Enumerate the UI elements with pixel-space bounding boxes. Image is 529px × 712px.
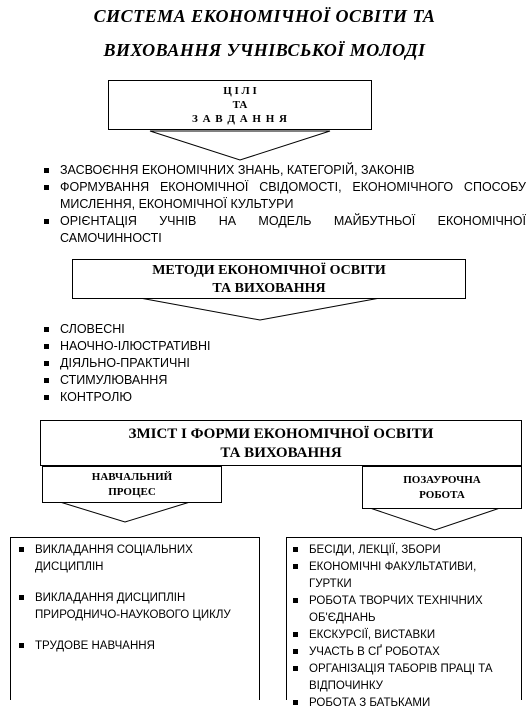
bullet-icon: [44, 344, 49, 349]
bullet-icon: [19, 595, 24, 600]
list-item: КОНТРОЛЮ: [42, 389, 342, 406]
goals-box-line-1: Ц І Л І: [223, 85, 257, 97]
list-item: ЕКОНОМІЧНІ ФАКУЛЬТАТИВИ, ГУРТКИ: [291, 559, 519, 593]
learning-box-line-2: ПРОЦЕС: [108, 486, 156, 498]
bullet-icon: [293, 632, 298, 637]
methods-box-line-1: МЕТОДИ ЕКОНОМІЧНОЇ ОСВІТИ: [152, 263, 386, 278]
bullet-icon: [19, 643, 24, 648]
right-arrow: [370, 508, 500, 530]
methods-list: [42, 321, 342, 406]
methods-arrow: [140, 298, 380, 320]
learning-items-list: [17, 542, 247, 655]
bullet-icon: [44, 395, 49, 400]
list-item: ВИКЛАДАННЯ СОЦІАЛЬНИХ ДИСЦИПЛІН: [17, 542, 247, 576]
bullet-icon: [44, 168, 49, 173]
bullet-icon: [293, 547, 298, 552]
list-item: СТИМУЛЮВАННЯ: [42, 372, 342, 389]
goals-box-line-3: З А В Д А Н Н Я: [192, 113, 288, 125]
bullet-icon: [293, 564, 298, 569]
list-item: ОРГАНІЗАЦІЯ ТАБОРІВ ПРАЦІ ТА ВІДПОЧИНКУ: [291, 661, 519, 695]
content-box-line-2: ТА ВИХОВАННЯ: [220, 445, 342, 461]
list-item: СЛОВЕСНІ: [42, 321, 342, 338]
bullet-icon: [44, 185, 49, 190]
bullet-icon: [44, 361, 49, 366]
extracurricular-box-line-2: РОБОТА: [419, 489, 465, 501]
bullet-icon: [293, 666, 298, 671]
extracurricular-box: [362, 466, 522, 509]
extracurricular-box-line-1: ПОЗАУРОЧНА: [403, 474, 481, 486]
goals-list: [42, 162, 526, 247]
diagram-title-line-1: СИСТЕМА ЕКОНОМІЧНОЇ ОСВІТИ ТА: [93, 6, 436, 26]
list-item: РОБОТА З БАТЬКАМИ: [291, 695, 519, 712]
list-item: ОРІЄНТАЦІЯ УЧНІВ НА МОДЕЛЬ МАЙБУТНЬОЇ ЕКОНОМІЧНОЇ САМОЧИННОСТІ: [42, 213, 526, 247]
learning-process-box: [42, 466, 222, 503]
list-item: НАОЧНО-ІЛЮСТРАТИВНІ: [42, 338, 342, 355]
extracurricular-items-box: [286, 537, 522, 709]
bullet-icon: [293, 700, 298, 705]
bullet-icon: [293, 598, 298, 603]
extracurricular-items-list: [291, 542, 519, 712]
methods-box: [72, 259, 466, 299]
list-item: ДІЯЛЬНО-ПРАКТИЧНІ: [42, 355, 342, 372]
methods-box-line-2: ТА ВИХОВАННЯ: [212, 281, 326, 296]
bullet-icon: [44, 219, 49, 224]
goals-box-line-2: ТА: [232, 99, 248, 111]
bullet-icon: [293, 649, 298, 654]
list-item: БЕСІДИ, ЛЕКЦІЇ, ЗБОРИ: [291, 542, 519, 559]
learning-box-line-1: НАВЧАЛЬНИЙ: [91, 471, 173, 483]
list-item: ФОРМУВАННЯ ЕКОНОМІЧНОЇ СВІДОМОСТІ, ЕКОНОМІЧНОГО СПОСОБУ МИСЛЕННЯ, ЕКОНОМІЧНОЇ КУЛЬТУРИ: [42, 179, 526, 213]
bullet-icon: [19, 547, 24, 552]
learning-items-box: [10, 537, 260, 700]
left-arrow: [60, 502, 190, 522]
diagram-title-line-2: ВИХОВАННЯ УЧНІВСЬКОЇ МОЛОДІ: [103, 40, 426, 60]
bullet-icon: [44, 378, 49, 383]
list-item: ВИКЛАДАННЯ ДИСЦИПЛІН ПРИРОДНИЧО-НАУКОВОГО ЦИКЛУ: [17, 590, 247, 624]
content-box-line-1: ЗМІСТ І ФОРМИ ЕКОНОМІЧНОЇ ОСВІТИ: [128, 426, 434, 442]
content-forms-box: [40, 420, 522, 466]
list-item: ЕКСКУРСІЇ, ВИСТАВКИ: [291, 627, 519, 644]
list-item: УЧАСТЬ В СҐ РОБОТАХ: [291, 644, 519, 661]
list-item: РОБОТА ТВОРЧИХ ТЕХНІЧНИХ ОБ'ЄДНАНЬ: [291, 593, 519, 627]
goals-arrow: [150, 131, 330, 160]
list-item: ЗАСВОЄННЯ ЕКОНОМІЧНИХ ЗНАНЬ, КАТЕГОРІЙ, ЗАКОНІВ: [42, 162, 526, 179]
list-item: ТРУДОВЕ НАВЧАННЯ: [17, 638, 247, 655]
bullet-icon: [44, 327, 49, 332]
